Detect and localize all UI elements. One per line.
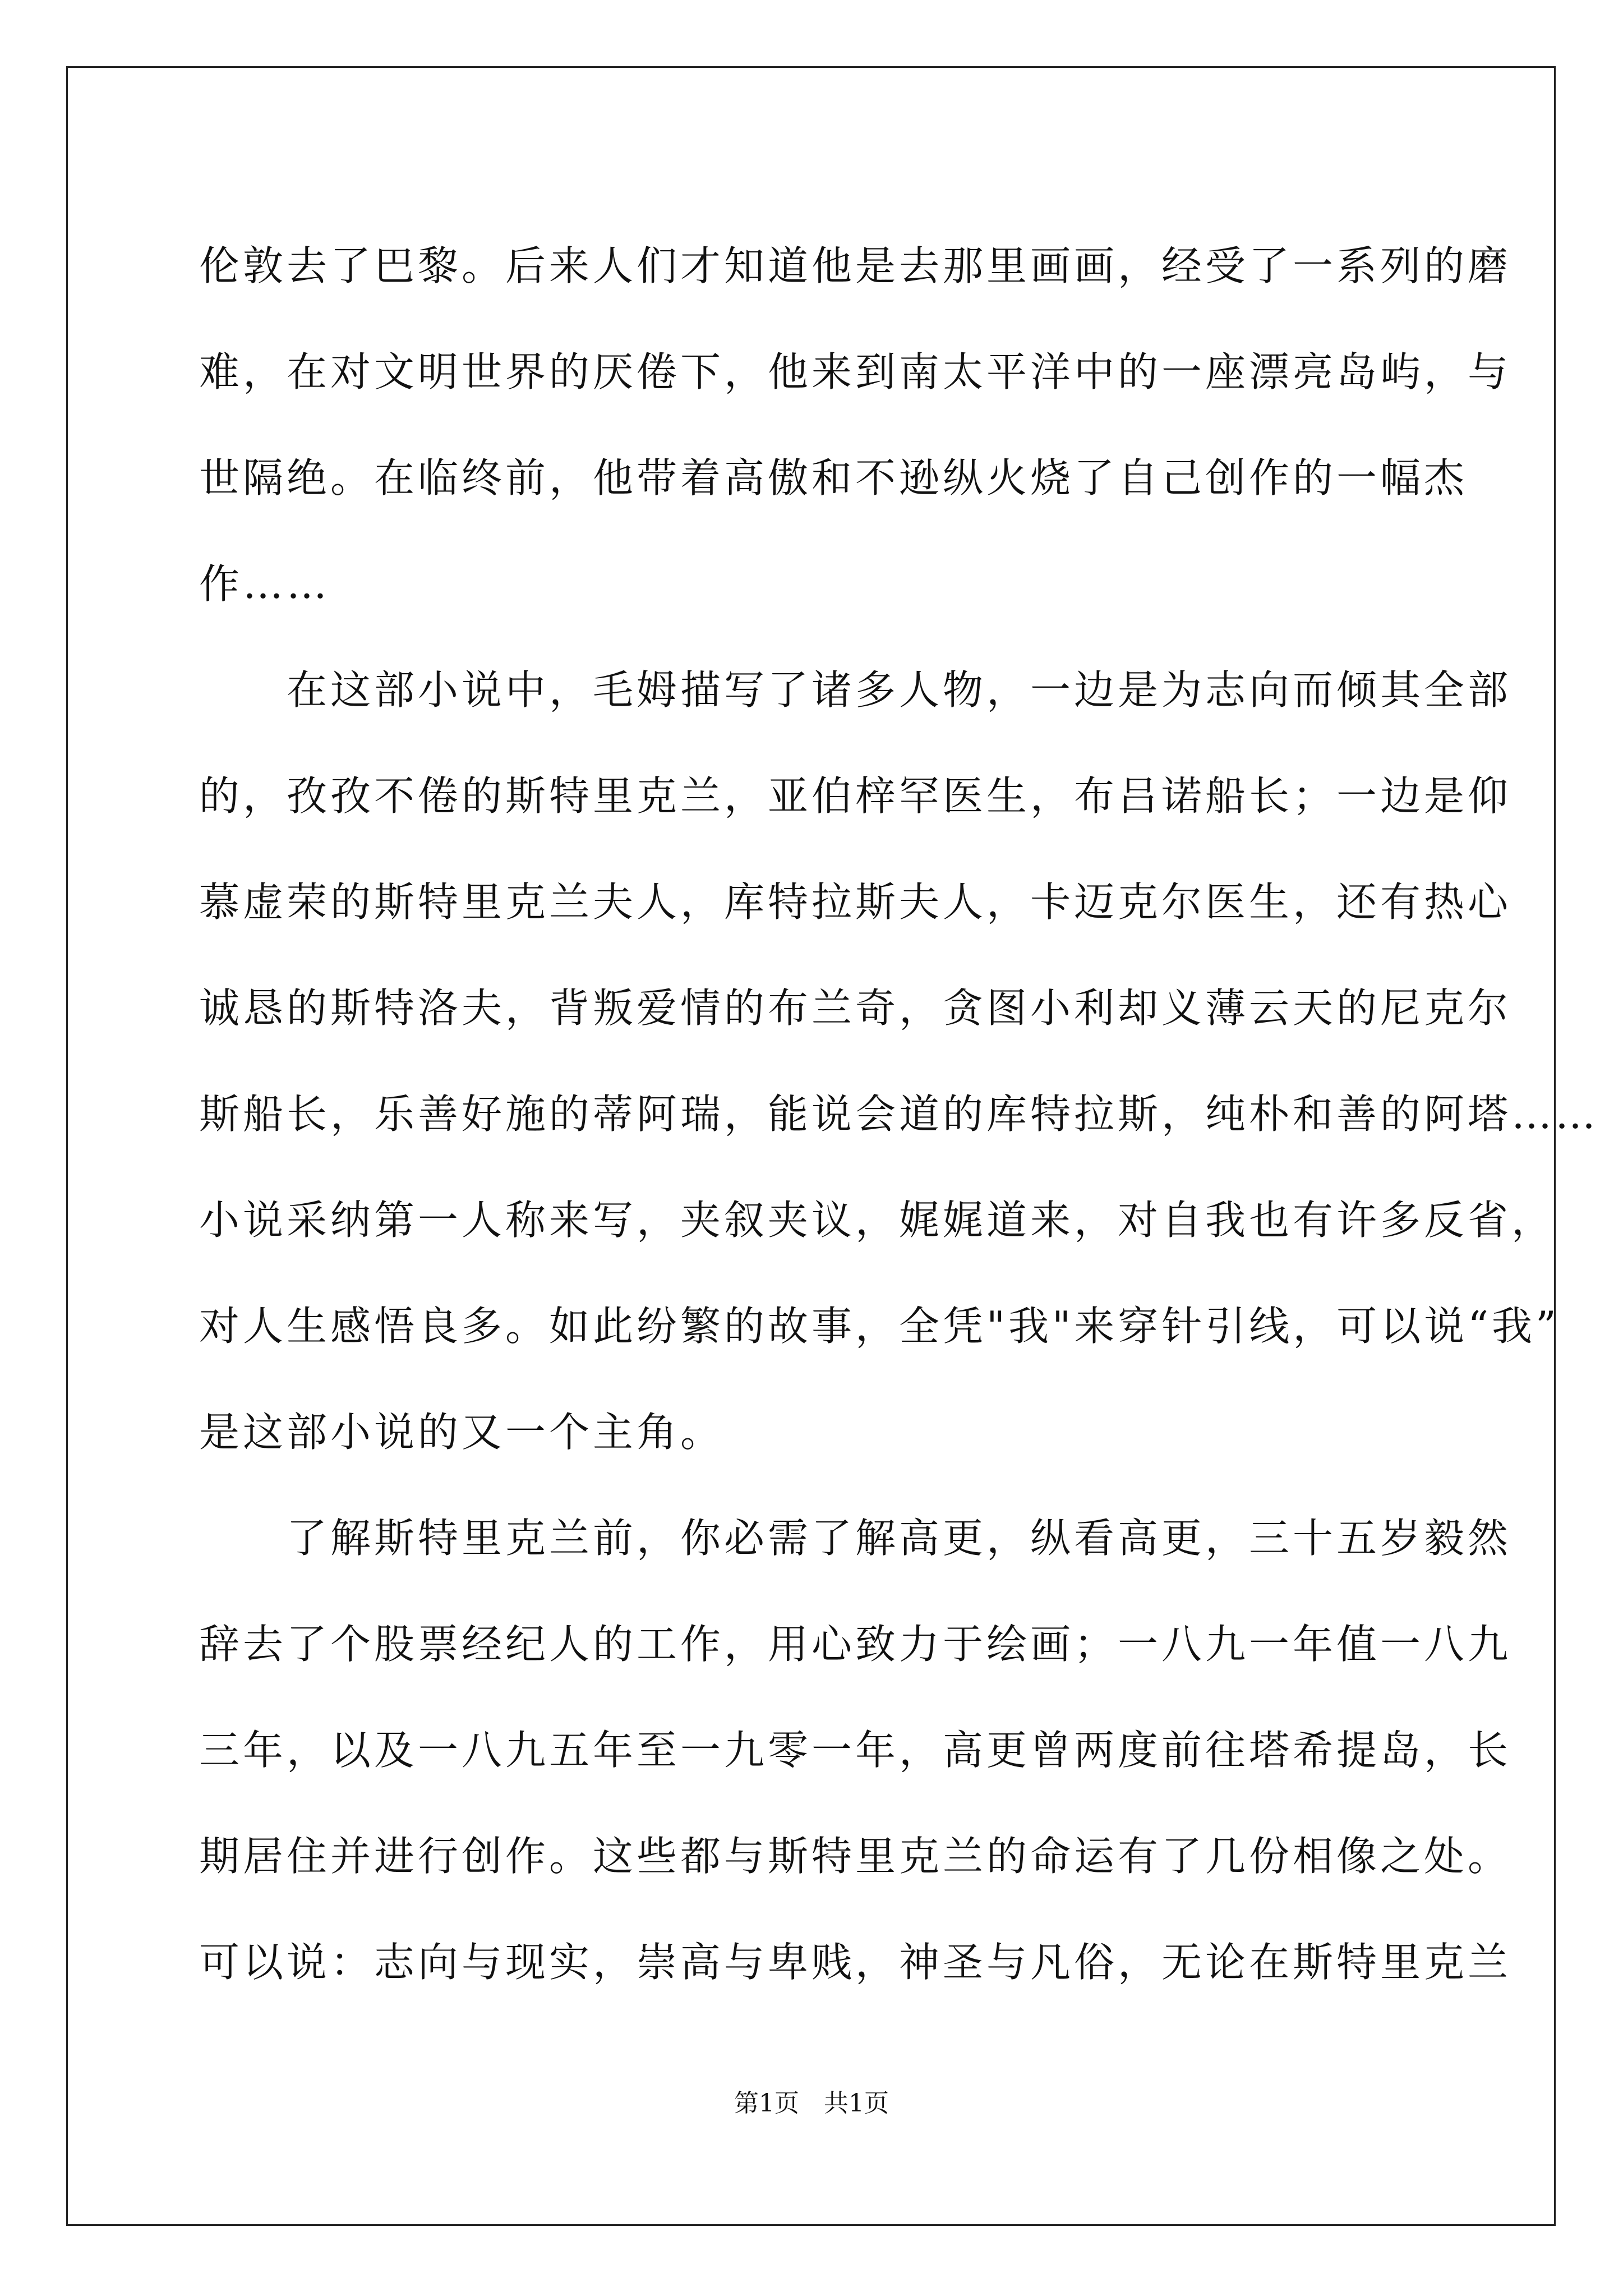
text-line: 难，在对文明世界的厌倦下，他来到南太平洋中的一座漂亮岛屿，与 <box>199 348 1512 395</box>
text-line: 三年，以及一八九五年至一九零一年，高更曾两度前往塔希提岛，长 <box>199 1727 1512 1774</box>
page-footer <box>0 2087 1623 2120</box>
text-line: 是这部小说的又一个主角。 <box>199 1409 725 1456</box>
text-line: 在这部小说中，毛姆描写了诸多人物，一边是为志向而倾其全部 <box>199 666 1512 714</box>
text-line: 对人生感悟良多。如此纷繁的故事，全凭"我"来穿针引线，可以说“我” <box>199 1303 1560 1350</box>
document-body <box>199 213 1599 2016</box>
page-number: 第1页 共1页 <box>734 2089 889 2118</box>
text-line: 了解斯特里克兰前，你必需了解高更，纵看高更，三十五岁毅然 <box>199 1515 1512 1562</box>
text-line: 的，孜孜不倦的斯特里克兰，亚伯梓罕医生，布吕诺船长；一边是仰 <box>199 772 1512 820</box>
text-line: 伦敦去了巴黎。后来人们才知道他是去那里画画，经受了一系列的磨 <box>199 242 1512 289</box>
text-line: 慕虚荣的斯特里克兰夫人，库特拉斯夫人，卡迈克尔医生，还有热心 <box>199 878 1512 926</box>
text-line: 作…… <box>199 560 331 608</box>
text-line: 期居住并进行创作。这些都与斯特里克兰的命运有了几份相像之处。 <box>199 1833 1512 1880</box>
text-line: 诚恳的斯特洛夫，背叛爱情的布兰奇，贪图小利却义薄云天的尼克尔 <box>199 984 1512 1032</box>
text-line: 可以说：志向与现实，崇高与卑贱，神圣与凡俗，无论在斯特里克兰 <box>199 1939 1512 1986</box>
text-line: 世隔绝。在临终前，他带着高傲和不逊纵火烧了自己创作的一幅杰 <box>199 454 1468 501</box>
text-line: 辞去了个股票经纪人的工作，用心致力于绘画；一八九一年值一八九 <box>199 1621 1512 1668</box>
text-line: 小说采纳第一人称来写，夹叙夹议，娓娓道来，对自我也有许多反省， <box>199 1197 1556 1244</box>
text-line: 斯船长，乐善好施的蒂阿瑞，能说会道的库特拉斯，纯朴和善的阿塔…… <box>199 1091 1599 1138</box>
